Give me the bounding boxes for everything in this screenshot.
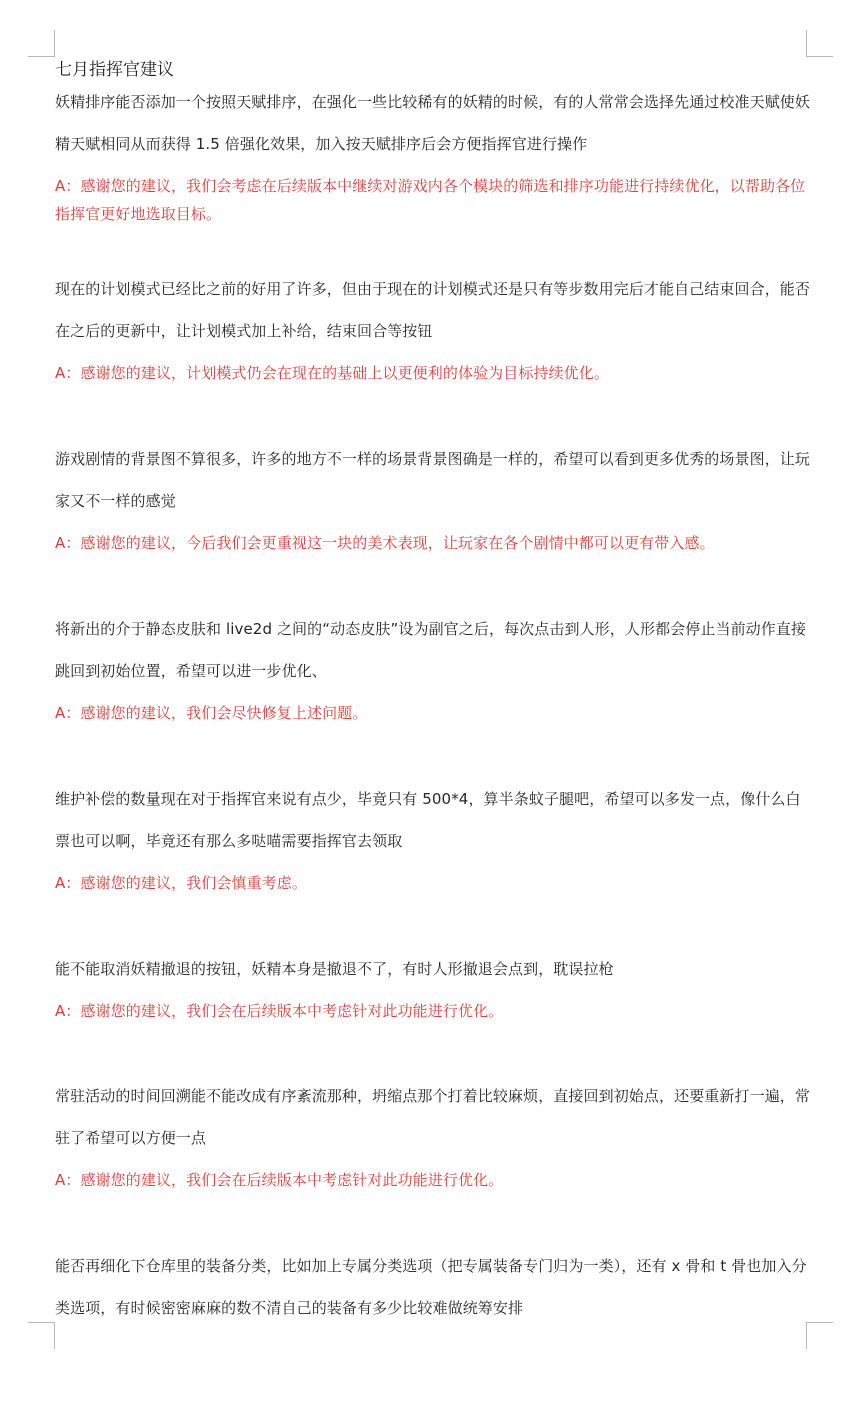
feedback-question: 维护补偿的数量现在对于指挥官来说有点少，毕竟只有 500*4，算半条蚊子腿吧，希望可以多发一点，像什么白票也可以啊，毕竟还有那么多哒喵需要指挥官去领取: [55, 790, 801, 850]
feedback-answer: A：感谢您的建议，我们会在后续版本中考虑针对此功能进行优化。: [55, 1171, 504, 1189]
feedback-question: 将新出的介于静态皮肤和 live2d 之间的“动态皮肤”设为副官之后，每次点击到人形，人形都会停止当前动作直接跳回到初始位置，希望可以进一步优化、: [55, 620, 807, 680]
feedback-answer: A：感谢您的建议，我们会在后续版本中考虑针对此功能进行优化。: [55, 1002, 504, 1020]
feedback-item: [55, 1075, 811, 1194]
feedback-answer: A：感谢您的建议，计划模式仍会在现在的基础上以更便利的体验为目标持续优化。: [55, 364, 609, 382]
feedback-question: 能不能取消妖精撤退的按钮，妖精本身是撤退不了，有时人形撤退会点到，耽误拉枪: [55, 960, 614, 978]
feedback-item: [55, 948, 811, 1025]
feedback-item: [55, 438, 811, 557]
feedback-answer: A：感谢您的建议，我们会尽快修复上述问题。: [55, 704, 368, 722]
feedback-question: 现在的计划模式已经比之前的好用了许多，但由于现在的计划模式还是只有等步数用完后才能自己结束回合，能否在之后的更新中，让计划模式加上补给，结束回合等按钮: [55, 280, 811, 340]
feedback-item: [55, 81, 811, 228]
feedback-answer: A：感谢您的建议，今后我们会更重视这一块的美术表现，让玩家在各个剧情中都可以更有带入感。: [55, 534, 715, 552]
feedback-question: 能否再细化下仓库里的装备分类，比如加上专属分类选项（把专属装备专门归为一类），还有 x 骨和 t 骨也加入分类选项，有时候密密麻麻的数不清自己的装备有多少比较难做统筹安排: [55, 1257, 807, 1317]
feedback-answer: A：感谢您的建议，我们会考虑在后续版本中继续对游戏内各个模块的筛选和排序功能进行持续优化，以帮助各位指挥官更好地选取目标。: [55, 177, 806, 223]
page-corner-mark-top-left: [28, 30, 55, 57]
feedback-item: [55, 268, 811, 387]
feedback-item: [55, 608, 811, 727]
feedback-item: [55, 778, 811, 897]
page-corner-mark-bottom-left: [28, 1322, 55, 1349]
page-corner-mark-top-right: [806, 30, 833, 57]
feedback-item: [55, 1245, 811, 1329]
feedback-question: 游戏剧情的背景图不算很多，许多的地方不一样的场景背景图确是一样的，希望可以看到更多优秀的场景图，让玩家又不一样的感觉: [55, 450, 811, 510]
page-title: 七月指挥官建议: [55, 60, 174, 80]
feedback-question: 常驻活动的时间回溯能不能改成有序紊流那种，坍缩点那个打着比较麻烦，直接回到初始点，还要重新打一遍，常驻了希望可以方便一点: [55, 1087, 811, 1147]
feedback-answer: A：感谢您的建议，我们会慎重考虑。: [55, 874, 307, 892]
feedback-question: 妖精排序能否添加一个按照天赋排序，在强化一些比较稀有的妖精的时候，有的人常常会选择先通过校准天赋使妖精天赋相同从而获得 1.5 倍强化效果，加入按天赋排序后会方便指挥官进行操作: [55, 93, 811, 153]
